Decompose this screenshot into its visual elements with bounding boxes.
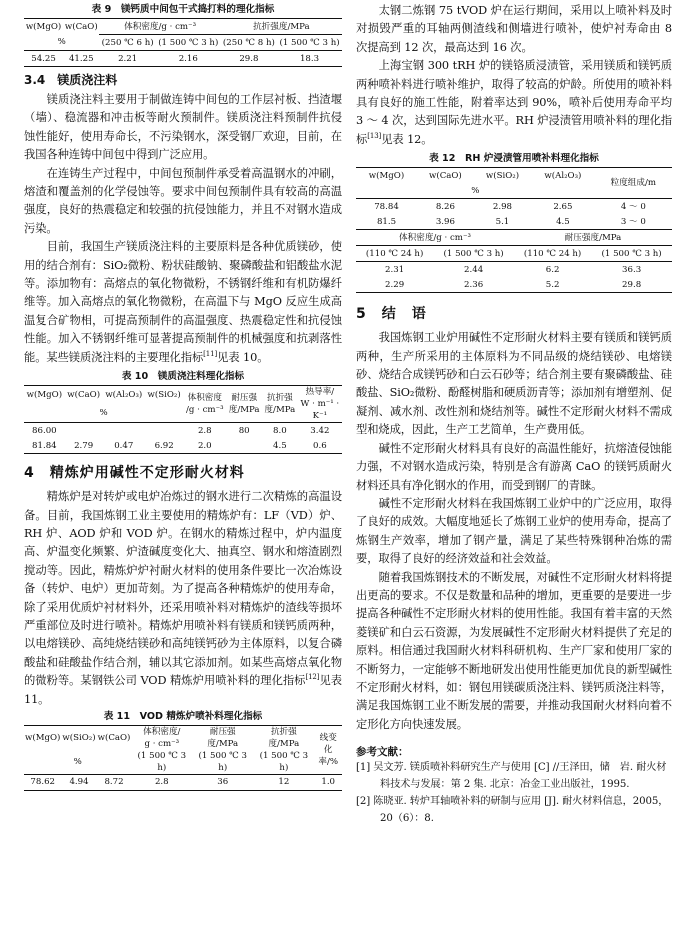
table-cell: 2.65 — [531, 199, 595, 215]
table-header: w(Al₂O₃) — [103, 386, 145, 405]
table-cell: 12 — [253, 774, 314, 790]
table-cell: 0.47 — [103, 438, 145, 454]
table-header: w(MgO) — [24, 386, 65, 405]
table-11 — [24, 725, 342, 791]
paragraph: 镁质浇注料主要用于制做连铸中间包的工作层衬板、挡渣堰（墙）、稳流器和冲击板等耐火预制件。镁质浇注料预制件抗侵蚀性能好，使用寿命长，不污染钢水，深受钢厂欢迎，目前，在我国各种连铸中间包中得到广泛应用。 — [24, 93, 342, 162]
header-line: 耐压强 — [209, 726, 236, 737]
table-cell: 78.84 — [356, 199, 417, 215]
table-12-caption: 表 12 RH 炉浸渍管用喷补料理化指标 — [429, 153, 599, 165]
header-line: (1 500 ℃ 3 h) — [259, 750, 309, 773]
table-header: 耐压强度/MPa — [514, 230, 672, 246]
table-cell: 2.31 — [356, 262, 433, 278]
table-cell: 18.3 — [277, 51, 342, 67]
table-unit: % — [471, 185, 480, 196]
table-header: w(SiO₂) — [61, 725, 96, 750]
table-12-part-1 — [356, 167, 672, 229]
table-row — [356, 262, 672, 278]
table-condition: (1 500 ℃ 3 h) — [443, 248, 504, 259]
paragraph — [24, 488, 342, 709]
table-header: w(SiO₂) — [474, 168, 531, 184]
table-header: 体积密度/g · cm⁻³ — [356, 230, 514, 246]
table-header — [192, 725, 253, 774]
table-cell: 2.0 — [183, 438, 226, 454]
table-11-caption: 表 11 VOD 精炼炉喷补料理化指标 — [103, 710, 263, 722]
table-cell: 8.26 — [417, 199, 474, 215]
header-line: 体积密度/ — [143, 726, 181, 737]
table-row — [24, 438, 342, 454]
header-line: (1 500 ℃ 3 h) — [137, 750, 187, 773]
table-cell: 8.72 — [97, 774, 132, 790]
table-header: 粒度组成/m — [595, 168, 672, 199]
table-header: w(CaO) — [63, 19, 99, 35]
table-header: w(CaO) — [417, 168, 474, 184]
table-cell: 2.29 — [356, 277, 433, 293]
table-cell: 2.98 — [474, 199, 531, 215]
citation: [13] — [367, 132, 382, 141]
paragraph: 碱性不定形耐火材料具有良好的高温性能好，抗熔渣侵蚀能力强，不对钢水造成污染，特别是含有游离 CaO 的镁钙质耐火材料还具有净化钢水的作用，而受到钢厂的青睐。 — [356, 441, 672, 492]
table-12-part-2 — [356, 229, 672, 293]
table-row — [356, 214, 672, 229]
table-header — [253, 725, 314, 774]
table-cell: 4.94 — [61, 774, 96, 790]
reference-item: [2] 陈晓亚. 转炉耳轴喷补料的研制与应用 [J]. 耐火材料信息，2005，20（6）：8. — [356, 795, 669, 824]
table-header: w(CaO) — [97, 725, 132, 750]
table-10-caption: 表 10 镁质浇注料理化指标 — [121, 371, 245, 383]
table-cell: 4.5 — [556, 216, 570, 227]
table-header: w(MgO) — [356, 168, 417, 184]
table-cell: 2.16 — [156, 51, 221, 67]
paragraph-text: 目前，我国生产镁质浇注料的主要原料是各种优质镁砂，使用的结合剂有：SiO₂微粉、粉状硅酸钠、聚磷酸盐和铝酸盐水泥等。添加物有：高熔点的氧化物微粉，不锈钢纤维和有机防爆纤维等。加入高熔点的氧化物微粉，在高温下与 MgO 反应生成高温复合矿物相，可提高预制件的高温强度、热震稳定性和抗侵蚀性能。加入不锈钢纤维可显著提高预制件的机械强度和抗剥落性能。某些镁质浇注料的主要理化指标 — [24, 240, 342, 364]
header-line: g · cm⁻³ — [144, 738, 180, 749]
table-9-caption: 表 9 镁钙质中间包干式捣打料的理化指标 — [91, 4, 275, 15]
table-header — [298, 386, 342, 423]
header-line: 体积密度 — [187, 393, 222, 404]
paragraph: 随着我国炼钢技术的不断发展，对碱性不定形耐火材料将提出更高的要求。不仅是数量和品种的增加，更重要的是要进一步提高各种碱性不定形耐火材料的使用性能。我国有着丰富的天然菱镁矿和白云石资源，为发展碱性不定形耐火材料提供了充足的原料。相信通过我国耐火材料科研机构、生产厂家和使用厂家的不断努力，一定能够不断地研发出使用性能更加优良的新型碱性不定形耐火材料，如：钢包用镁碳质浇注料、镁钙质浇注料等，满足我国炼钢工业不断发展的需要，并推动我国耐火材料向着不定形化方向快速发展。 — [356, 570, 672, 731]
table-header — [183, 386, 226, 423]
header-line: 度/MPa — [264, 405, 296, 416]
paragraph: 我国炼钢工业炉用碱性不定形耐火材料主要有镁质和镁钙质两种，生产所采用的主体原料为不同品级的烧结镁砂、电熔镁砂、烧结合成镁钙砂和白云石砂等；结合剂主要有聚磷酸盐、硅酸盐、SiO₂微粉、酚醛树脂和硬质沥青等；添加剂有增塑剂、促凝剂、减水剂、改性剂和烧结剂等。碱性不定形耐火材料不需成型和烧成，因此，生产工艺简单，生产费用低。 — [356, 331, 672, 437]
paragraph-text: 上海宝钢 300 tRH 炉的镁铬质浸渍管，采用镁质和镁钙质两种喷补料进行喷补维护，取得了较高的炉龄。所使用的喷补料具有良好的施工性能，附着率达到 90%，喷补后使用寿命平均 3 ～ 4 次，达到国际先进水平。RH 炉浸渍管用喷补料的理化指标 — [356, 59, 672, 146]
table-cell: 2.8 — [131, 774, 192, 790]
table-header — [314, 725, 342, 774]
paragraph-text: 见表 11。 — [24, 674, 342, 706]
table-header: w(MgO) — [24, 725, 61, 750]
table-cell: 29.8 — [591, 277, 672, 293]
table-cell: 54.25 — [24, 51, 63, 67]
table-cell: 36.3 — [591, 262, 672, 278]
table-cell: 2.21 — [99, 51, 155, 67]
table-cell: 81.5 — [376, 216, 397, 227]
section-3-4-heading: 3.4 镁质浇注料 — [24, 73, 118, 87]
section-5-heading: 5 结 语 — [356, 306, 427, 323]
citation: [12] — [305, 673, 320, 682]
table-unit: % — [57, 37, 66, 48]
table-cell: 81.84 — [24, 438, 65, 454]
header-line: K⁻¹ — [312, 411, 328, 422]
paragraph-text: 见表 10。 — [217, 350, 269, 364]
table-cell: 5.1 — [495, 216, 510, 227]
paragraph: 碱性不定形耐火材料在我国炼钢工业炉中的广泛应用，取得了良好的成效。大幅度地延长了炼钢工业炉的使用寿命，提高了炼钢生产效率，增加了钢产量，满足了某些特殊钢种冶炼的需要，取得了良好的经济效益和社会效益。 — [356, 496, 672, 566]
table-condition: (250 ℃ 6 h) — [101, 37, 154, 48]
table-cell: 4 ～ 0 — [595, 199, 672, 215]
table-cell — [103, 423, 145, 439]
table-cell — [145, 423, 183, 439]
table-header: 抗折强度/MPa — [221, 19, 342, 35]
table-cell: 29.8 — [221, 51, 277, 67]
table-header — [262, 386, 298, 423]
table-header: 体积密度/g · cm⁻³ — [99, 19, 220, 35]
header-line: /g · cm⁻³ — [186, 405, 224, 416]
table-header: w(SiO₂) — [145, 386, 183, 405]
header-line: 度/MPa — [228, 405, 260, 416]
header-line: 抗折强 — [266, 393, 293, 404]
table-cell: 2.79 — [65, 438, 103, 454]
table-10 — [24, 385, 342, 454]
table-cell — [65, 423, 103, 439]
table-9 — [24, 18, 342, 67]
table-unit: % — [73, 756, 82, 767]
table-cell: 3 ～ 0 — [620, 216, 646, 227]
table-header: w(MgO) — [24, 19, 63, 35]
table-row — [356, 277, 672, 293]
table-cell: 4.5 — [262, 438, 298, 454]
paragraph-text: 见表 12。 — [381, 132, 433, 146]
header-line: 度/MPa — [268, 738, 300, 749]
table-condition: (250 ℃ 8 h) — [222, 37, 275, 48]
table-condition: (1 500 ℃ 3 h) — [601, 248, 662, 259]
table-condition: (1 500 ℃ 3 h) — [279, 37, 340, 48]
references-heading: 参考文献： — [356, 746, 409, 759]
section-4-heading: 4 精炼炉用碱性不定形耐火材料 — [24, 465, 245, 482]
table-row — [24, 774, 342, 790]
table-cell: 1.0 — [314, 774, 342, 790]
header-line: 抗折强 — [270, 726, 297, 737]
table-cell: 86.00 — [24, 423, 65, 439]
table-cell: 3.96 — [435, 216, 455, 227]
table-cell — [226, 438, 262, 454]
paragraph: 在连铸生产过程中，中间包预制件承受着高温钢水的冲刷，熔渣和覆盖剂的化学侵蚀等。要求中间包预制件具有较高的高温强度，良好的热震稳定和较强的抗侵蚀能力，并且不对钢水造成污染。 — [24, 166, 342, 235]
paragraph — [356, 57, 672, 149]
table-cell: 2.36 — [433, 277, 514, 293]
paragraph: 太钢二炼钢 75 tVOD 炉在运行期间，采用以上喷补料及时对损毁严重的耳轴两侧渣线和侧墙进行喷补，使炉衬寿命由 8 次提高到 12 次，最高达到 16 次。 — [356, 4, 672, 54]
paragraph-text: 精炼炉是对转炉或电炉冶炼过的钢水进行二次精炼的高温设备。目前，我国炼钢工业主要使用的精炼炉有：LF（VD）炉、RH 炉、AOD 炉和 VOD 炉。在钢水的精炼过程中，炉内温度高、炉温变化频繁、炉渣碱度变化大、抽真空、钢水和熔渣剧烈搅动等。因此，精炼炉炉衬耐火材料的使用条件要比一次冶炼设备（转炉、电炉）更加苛刻。为了提高各种精炼炉的使用寿命，除了采用优质炉衬材料外，还采用喷补料对精炼炉的渣线等损坏严重部位及时进行喷补。精炼炉用喷补料有镁质和镁钙质两种，以电熔镁砂、高纯烧结镁砂和高纯镁钙砂为主体原料，以复合磷酸盐和硅酸盐作结合剂，辅以其它添加剂。如某些高熔点氧化物的微粉等。某钢铁公司 VOD 精炼炉用喷补料的理化指标 — [24, 490, 342, 688]
table-cell: 2.44 — [433, 262, 514, 278]
table-header — [131, 725, 192, 774]
table-row — [24, 423, 342, 439]
header-line: 线变化 — [319, 732, 337, 755]
table-cell: 6.2 — [514, 262, 591, 278]
table-cell: 78.62 — [24, 774, 61, 790]
table-header: w(Al₂O₃) — [531, 168, 595, 184]
table-cell: 8.0 — [262, 423, 298, 439]
header-line: 热导率/ — [305, 387, 335, 398]
table-cell: 80 — [226, 423, 262, 439]
table-cell: 3.42 — [298, 423, 342, 439]
table-cell: 6.92 — [145, 438, 183, 454]
table-condition: (1 500 ℃ 3 h) — [158, 37, 219, 48]
table-row — [356, 199, 672, 215]
header-line: 度/MPa — [207, 738, 239, 749]
header-line: W · m⁻¹ · — [300, 399, 340, 410]
table-cell: 41.25 — [63, 51, 99, 67]
table-cell: 2.8 — [183, 423, 226, 439]
right-column — [356, 0, 672, 827]
citation: [11] — [203, 349, 218, 358]
header-line: (1 500 ℃ 3 h) — [198, 750, 247, 773]
table-cell: 0.6 — [298, 438, 342, 454]
table-condition: (110 ℃ 24 h) — [523, 248, 582, 259]
table-condition: (110 ℃ 24 h) — [365, 248, 424, 259]
left-column — [24, 0, 342, 791]
table-header — [226, 386, 262, 423]
reference-item: [1] 吴文芳. 镁质喷补料研究生产与使用 [C] //王泽田，储 岩. 耐火材料技术与发展：第 2 集. 北京：冶金工业出版社，1995. — [356, 762, 667, 790]
header-line: 率/% — [318, 756, 339, 767]
table-cell: 36 — [192, 774, 253, 790]
table-unit: % — [99, 408, 108, 419]
paragraph — [24, 238, 342, 367]
table-cell: 5.2 — [514, 277, 591, 293]
table-header: w(CaO) — [65, 386, 103, 405]
header-line: 耐压强 — [231, 393, 258, 404]
